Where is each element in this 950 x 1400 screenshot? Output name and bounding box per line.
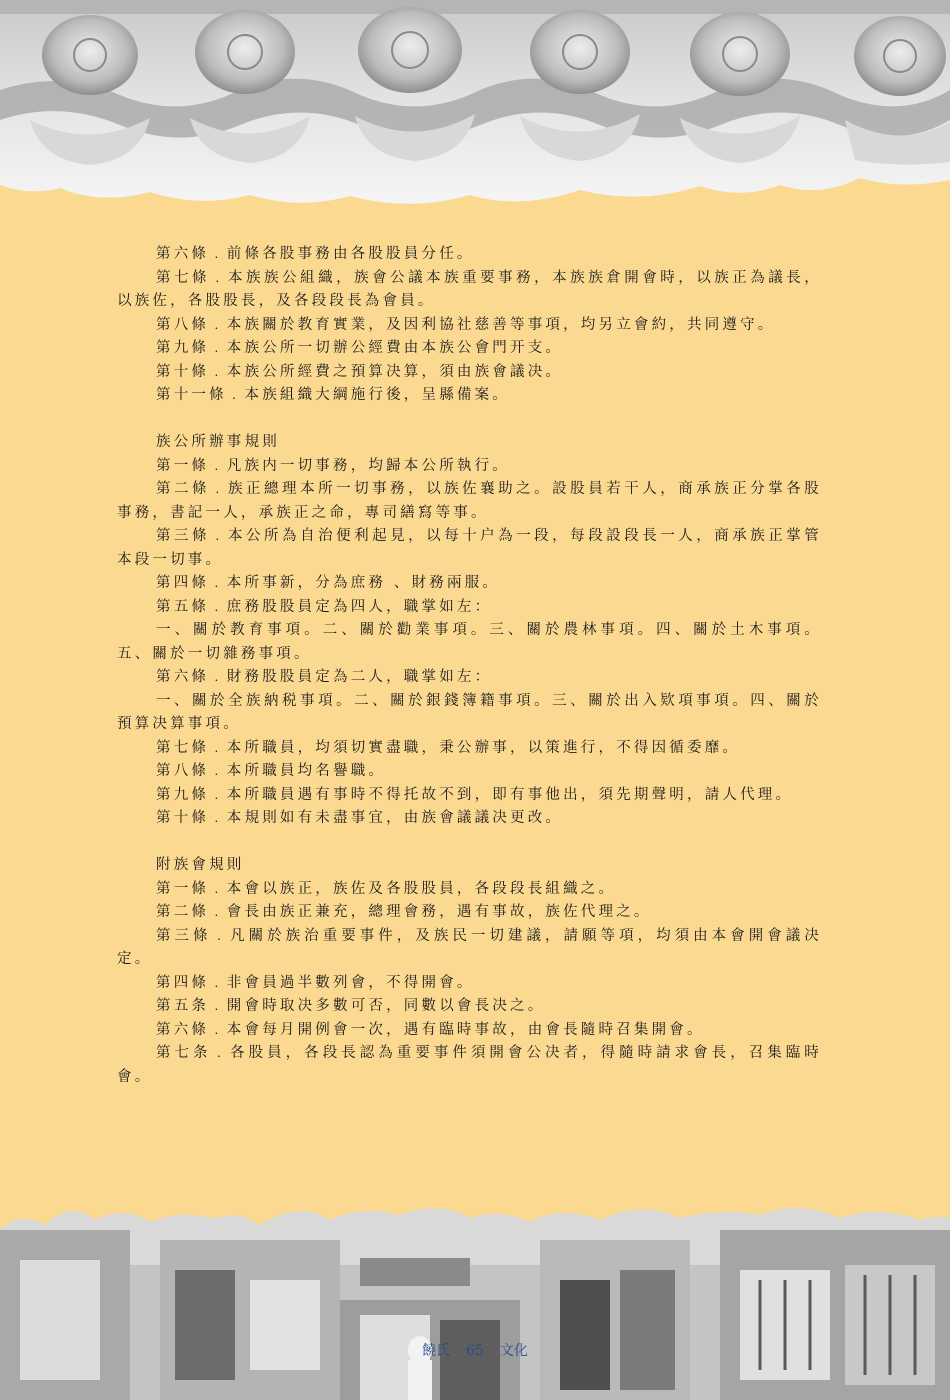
meeting-rule-3: 第三條﹒凡關於族治重要事件，及族民一切建議，請願等項，均須由本會開會議决定。 [117,927,822,967]
article-10: 第十條﹒本族公所經費之預算决算，須由族會議决。 [156,363,564,380]
article-8: 第八條﹒本族關於教育實業，及因利協社慈善等事項，均另立會約，共同遵守。 [156,316,776,333]
section-heading-office-rules: 族公所辦事規則 [156,434,280,450]
article-9: 第九條﹒本族公所一切辦公經費由本族公會門开支。 [156,340,564,356]
document-body [117,243,822,1089]
footer-section-name: 文化 [499,1343,528,1359]
article-6: 第六條﹒前條各股事務由各股股員分任。 [156,246,475,262]
meeting-rule-2: 第二條﹒會長由族正兼充，總理會務，遇有事故，族佐代理之。 [156,904,652,920]
office-rule-5-items: 一、關於教育事項。二、關於勸業事項。三、關於農林事項。四、關於土木事項。五、關於一切雜務事項。 [117,622,822,662]
office-rule-5: 第五條﹒庶務股股員定為四人，職掌如左： [156,598,493,615]
office-rule-8: 第八條﹒本所職員均名譽職。 [156,763,387,779]
roof-tiles-header-image [0,0,950,230]
office-rule-10: 第十條﹒本規則如有未盡事宜，由族會議議决更改。 [156,810,564,826]
section-gap [117,408,822,432]
page-number: 65 [466,1343,484,1359]
meeting-rule-7: 第七条﹒各股員，各段長認為重要事件須開會公决者，得隨時請求會長，召集臨時會。 [117,1045,822,1085]
office-rule-7: 第七條﹒本所職員，均須切實盡職，秉公辦事，以策進行，不得因循委靡。 [156,739,741,756]
meeting-rule-1: 第一條﹒本會以族正，族佐及各股股員，各段段長組織之。 [156,880,617,897]
office-rule-6: 第六條﹒財務股股員定為二人，職掌如左： [156,669,493,685]
office-rule-2: 第二條﹒族正總理本所一切事務，以族佐襄助之。設股員若干人，商承族正分掌各股事務，書記一人，承族正之命，專司繕寫等事。 [117,481,822,521]
old-street-footer-image [0,1170,950,1400]
meeting-rule-6: 第六條﹒本會每月開例會一次，遇有臨時事故，由會長隨時召集開會。 [156,1021,705,1038]
article-7: 第七條﹒本族族公組織，族會公議本族重要事務，本族族倉開會時，以族正為議長，以族佐，各股股長，及各段段長為會員。 [117,269,822,309]
office-rule-9: 第九條﹒本所職員遇有事時不得托故不到，即有事他出，須先期聲明，請人代理。 [156,786,794,803]
section-heading-meeting-rules: 附族會規則 [156,857,245,873]
office-rule-3: 第三條﹒本公所為自治便利起見，以每十户為一段，每段設段長一人，商承族正掌管本段一切事。 [117,528,822,568]
section-gap [117,831,822,855]
meeting-rule-4: 第四條﹒非會員過半數列會，不得開會。 [156,974,475,991]
office-rule-1: 第一條﹒凡族内一切事務，均歸本公所執行。 [156,457,510,474]
office-rule-6-items: 一、關於全族納税事項。二、關於銀錢簿籍事項。三、關於出入欵項事項。四、關於預算决算事項。 [117,692,822,732]
meeting-rule-5: 第五条﹒開會時取决多數可否，同數以會長决之。 [156,998,546,1014]
article-11: 第十一條﹒本族組織大綱施行後，呈縣備案。 [156,387,510,403]
office-rule-4: 第四條﹒本所事新，分為庶務 、財務兩服。 [156,575,501,591]
page-footer [0,1340,950,1360]
footer-publication-name: 饒氏 [422,1343,451,1359]
